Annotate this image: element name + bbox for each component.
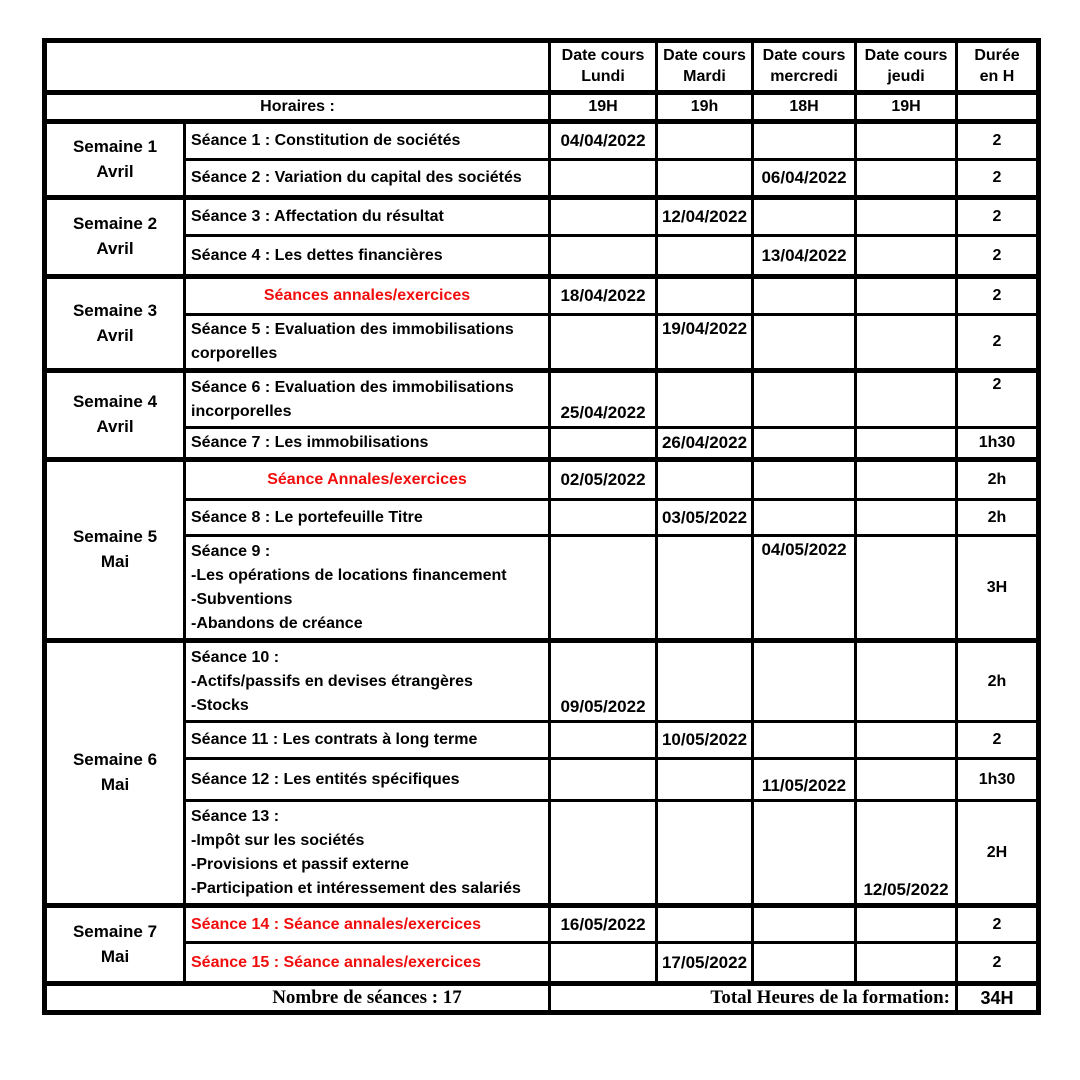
week-month: Mai xyxy=(100,775,130,794)
session-title: Séance 7 : Les immobilisations xyxy=(185,428,550,460)
horaires-mercredi: 18H xyxy=(753,93,856,122)
date-cell-mardi xyxy=(657,801,753,906)
corner-cell xyxy=(45,41,550,93)
header-date-jeudi xyxy=(856,41,957,93)
session-row xyxy=(45,500,1039,536)
footer-total-label: Total Heures de la formation: xyxy=(550,984,957,1013)
week-label: Semaine 7 xyxy=(72,921,158,941)
header-line: Durée xyxy=(974,46,1020,64)
session-title-line: Séance 13 : xyxy=(191,808,280,825)
header-duree xyxy=(957,41,1039,93)
session-title: Séance 2 : Variation du capital des sociétés xyxy=(185,160,550,198)
footer-total-hours: 34H xyxy=(957,984,1039,1013)
week-label: Semaine 6 xyxy=(72,750,158,770)
session-row xyxy=(45,315,1039,371)
date-cell-mercredi xyxy=(753,277,856,315)
session-title: Séance 12 : Les entités spécifiques xyxy=(185,759,550,801)
header-line: Date cours xyxy=(561,46,645,64)
duration-cell: 2 xyxy=(957,943,1039,984)
date-cell-mardi xyxy=(657,160,753,198)
duration-cell: 1h30 xyxy=(957,759,1039,801)
date-cell-jeudi xyxy=(856,641,957,722)
week-month: Mai xyxy=(100,946,130,966)
session-row xyxy=(45,722,1039,759)
session-title-line: -Impôt sur les sociétés xyxy=(191,832,365,849)
session-title-line: -Stocks xyxy=(191,697,249,714)
week-cell xyxy=(45,371,185,460)
date-cell-lundi: 16/05/2022 xyxy=(550,906,657,943)
date-cell-mardi: 03/05/2022 xyxy=(657,500,753,536)
horaires-label: Horaires : xyxy=(45,93,550,122)
week-label: Semaine 1 xyxy=(72,136,158,156)
date-cell-mardi xyxy=(657,371,753,428)
header-line: Mardi xyxy=(683,67,726,85)
week-month: Avril xyxy=(96,417,134,436)
date-cell-lundi xyxy=(550,722,657,759)
session-title-line: -Abandons de créance xyxy=(191,615,363,632)
week-month: Avril xyxy=(96,325,134,345)
date-cell-lundi xyxy=(550,801,657,906)
session-row xyxy=(45,460,1039,500)
header-line: en H xyxy=(979,67,1015,85)
duration-cell: 2 xyxy=(957,722,1039,759)
date-cell-mercredi xyxy=(753,460,856,500)
horaires-lundi: 19H xyxy=(550,93,657,122)
date-cell-mardi xyxy=(657,906,753,943)
date-cell-mardi xyxy=(657,536,753,641)
session-title: Séance 5 : Evaluation des immobilisations corporelles xyxy=(185,315,550,371)
session-row xyxy=(45,277,1039,315)
session-row xyxy=(45,371,1039,428)
week-cell xyxy=(45,906,185,984)
course-schedule-table xyxy=(42,38,1041,1015)
week-cell xyxy=(45,277,185,371)
horaires-mardi: 19h xyxy=(657,93,753,122)
duration-cell: 2h xyxy=(957,460,1039,500)
date-cell-jeudi xyxy=(856,198,957,236)
date-cell-jeudi xyxy=(856,160,957,198)
session-row xyxy=(45,759,1039,801)
date-cell-lundi xyxy=(550,759,657,801)
session-row xyxy=(45,236,1039,277)
date-cell-lundi xyxy=(550,236,657,277)
horaires-row xyxy=(45,93,1039,122)
week-label: Semaine 2 xyxy=(72,214,158,234)
week-month: Mai xyxy=(100,552,130,571)
session-title: Séance 8 : Le portefeuille Titre xyxy=(185,500,550,536)
date-cell-mercredi xyxy=(753,500,856,536)
header-line: jeudi xyxy=(887,67,925,85)
session-row xyxy=(45,801,1039,906)
header-row xyxy=(45,41,1039,93)
session-title xyxy=(185,536,550,641)
session-title: Séances annales/exercices xyxy=(185,277,550,315)
session-row xyxy=(45,428,1039,460)
session-title: Séance 14 : Séance annales/exercices xyxy=(185,906,550,943)
footer-row xyxy=(45,984,1039,1013)
session-title: Séance Annales/exercices xyxy=(185,460,550,500)
header-line: Lundi xyxy=(581,67,625,85)
date-cell-jeudi xyxy=(856,122,957,160)
session-row xyxy=(45,906,1039,943)
session-row xyxy=(45,122,1039,160)
date-cell-mardi xyxy=(657,759,753,801)
date-cell-lundi: 18/04/2022 xyxy=(550,277,657,315)
date-cell-lundi xyxy=(550,160,657,198)
date-cell-mercredi xyxy=(753,722,856,759)
date-cell-jeudi xyxy=(856,460,957,500)
date-cell-jeudi xyxy=(856,722,957,759)
date-cell-lundi: 09/05/2022 xyxy=(550,641,657,722)
date-cell-mardi: 26/04/2022 xyxy=(657,428,753,460)
session-title-line: -Provisions et passif externe xyxy=(191,856,409,873)
session-title-line: -Les opérations de locations financement xyxy=(191,567,507,584)
session-title: Séance 4 : Les dettes financières xyxy=(185,236,550,277)
date-cell-lundi: 02/05/2022 xyxy=(550,460,657,500)
date-cell-mercredi xyxy=(753,943,856,984)
date-cell-jeudi: 12/05/2022 xyxy=(856,801,957,906)
date-cell-mardi xyxy=(657,122,753,160)
horaires-duree-empty xyxy=(957,93,1039,122)
week-month: Avril xyxy=(96,239,134,258)
date-cell-jeudi xyxy=(856,500,957,536)
session-title: Séance 3 : Affectation du résultat xyxy=(185,198,550,236)
date-cell-lundi: 04/04/2022 xyxy=(550,122,657,160)
week-cell xyxy=(45,198,185,277)
date-cell-mercredi: 06/04/2022 xyxy=(753,160,856,198)
header-line: Date cours xyxy=(663,46,746,64)
duration-cell: 2h xyxy=(957,500,1039,536)
header-line: Date cours xyxy=(864,46,948,64)
session-row xyxy=(45,536,1039,641)
duration-cell: 2 xyxy=(957,315,1039,371)
session-row xyxy=(45,943,1039,984)
date-cell-lundi xyxy=(550,500,657,536)
session-title: Séance 6 : Evaluation des immobilisations incorporelles xyxy=(185,371,550,428)
duration-cell: 2 xyxy=(957,906,1039,943)
date-cell-lundi: 25/04/2022 xyxy=(550,371,657,428)
session-row xyxy=(45,160,1039,198)
duration-cell: 2 xyxy=(957,122,1039,160)
date-cell-mardi xyxy=(657,236,753,277)
date-cell-mardi xyxy=(657,460,753,500)
week-cell xyxy=(45,460,185,641)
duration-cell: 3H xyxy=(957,536,1039,641)
date-cell-mercredi xyxy=(753,906,856,943)
header-line: Date cours xyxy=(762,46,846,64)
duration-cell: 2 xyxy=(957,198,1039,236)
date-cell-lundi xyxy=(550,536,657,641)
header-line: mercredi xyxy=(770,67,838,85)
week-label: Semaine 4 xyxy=(72,392,158,412)
footer-session-count: Nombre de séances : 17 xyxy=(45,984,550,1013)
date-cell-jeudi xyxy=(856,277,957,315)
date-cell-mercredi xyxy=(753,198,856,236)
date-cell-mercredi: 13/04/2022 xyxy=(753,236,856,277)
date-cell-jeudi xyxy=(856,428,957,460)
date-cell-mercredi xyxy=(753,371,856,428)
header-date-mardi xyxy=(657,41,753,93)
session-title: Séance 11 : Les contrats à long terme xyxy=(185,722,550,759)
date-cell-jeudi xyxy=(856,315,957,371)
date-cell-mercredi xyxy=(753,641,856,722)
date-cell-mercredi xyxy=(753,122,856,160)
session-title-line: -Participation et intéressement des salariés xyxy=(191,880,521,897)
session-title xyxy=(185,641,550,722)
date-cell-lundi xyxy=(550,428,657,460)
duration-cell: 2 xyxy=(957,160,1039,198)
date-cell-mardi: 17/05/2022 xyxy=(657,943,753,984)
week-cell xyxy=(45,641,185,906)
session-title-line: Séance 9 : xyxy=(191,543,271,560)
schedule-body xyxy=(45,122,1039,984)
date-cell-lundi xyxy=(550,315,657,371)
date-cell-jeudi xyxy=(856,371,957,428)
session-title-line: -Subventions xyxy=(191,591,293,608)
date-cell-mardi: 19/04/2022 xyxy=(657,315,753,371)
date-cell-lundi xyxy=(550,198,657,236)
session-row xyxy=(45,641,1039,722)
duration-cell: 2 xyxy=(957,277,1039,315)
date-cell-mercredi xyxy=(753,428,856,460)
session-title: Séance 15 : Séance annales/exercices xyxy=(185,943,550,984)
duration-cell: 2h xyxy=(957,641,1039,722)
horaires-jeudi: 19H xyxy=(856,93,957,122)
date-cell-mercredi xyxy=(753,315,856,371)
session-title-line: -Actifs/passifs en devises étrangères xyxy=(191,673,473,690)
date-cell-jeudi xyxy=(856,236,957,277)
date-cell-jeudi xyxy=(856,943,957,984)
week-cell xyxy=(45,122,185,198)
date-cell-mardi xyxy=(657,277,753,315)
date-cell-mardi xyxy=(657,641,753,722)
header-date-lundi xyxy=(550,41,657,93)
session-title-line: Séance 10 : xyxy=(191,649,280,666)
date-cell-mercredi: 11/05/2022 xyxy=(753,759,856,801)
header-date-mercredi xyxy=(753,41,856,93)
duration-cell: 2 xyxy=(957,236,1039,277)
session-title: Séance 1 : Constitution de sociétés xyxy=(185,122,550,160)
duration-cell: 1h30 xyxy=(957,428,1039,460)
date-cell-jeudi xyxy=(856,536,957,641)
date-cell-mercredi: 04/05/2022 xyxy=(753,536,856,641)
session-row xyxy=(45,198,1039,236)
week-month: Avril xyxy=(96,161,134,181)
duration-cell: 2 xyxy=(957,371,1039,428)
week-label: Semaine 5 xyxy=(72,527,158,547)
date-cell-jeudi xyxy=(856,906,957,943)
session-title xyxy=(185,801,550,906)
duration-cell: 2H xyxy=(957,801,1039,906)
date-cell-mardi: 12/04/2022 xyxy=(657,198,753,236)
week-label: Semaine 3 xyxy=(72,300,158,320)
date-cell-jeudi xyxy=(856,759,957,801)
date-cell-mardi: 10/05/2022 xyxy=(657,722,753,759)
date-cell-lundi xyxy=(550,943,657,984)
date-cell-mercredi xyxy=(753,801,856,906)
